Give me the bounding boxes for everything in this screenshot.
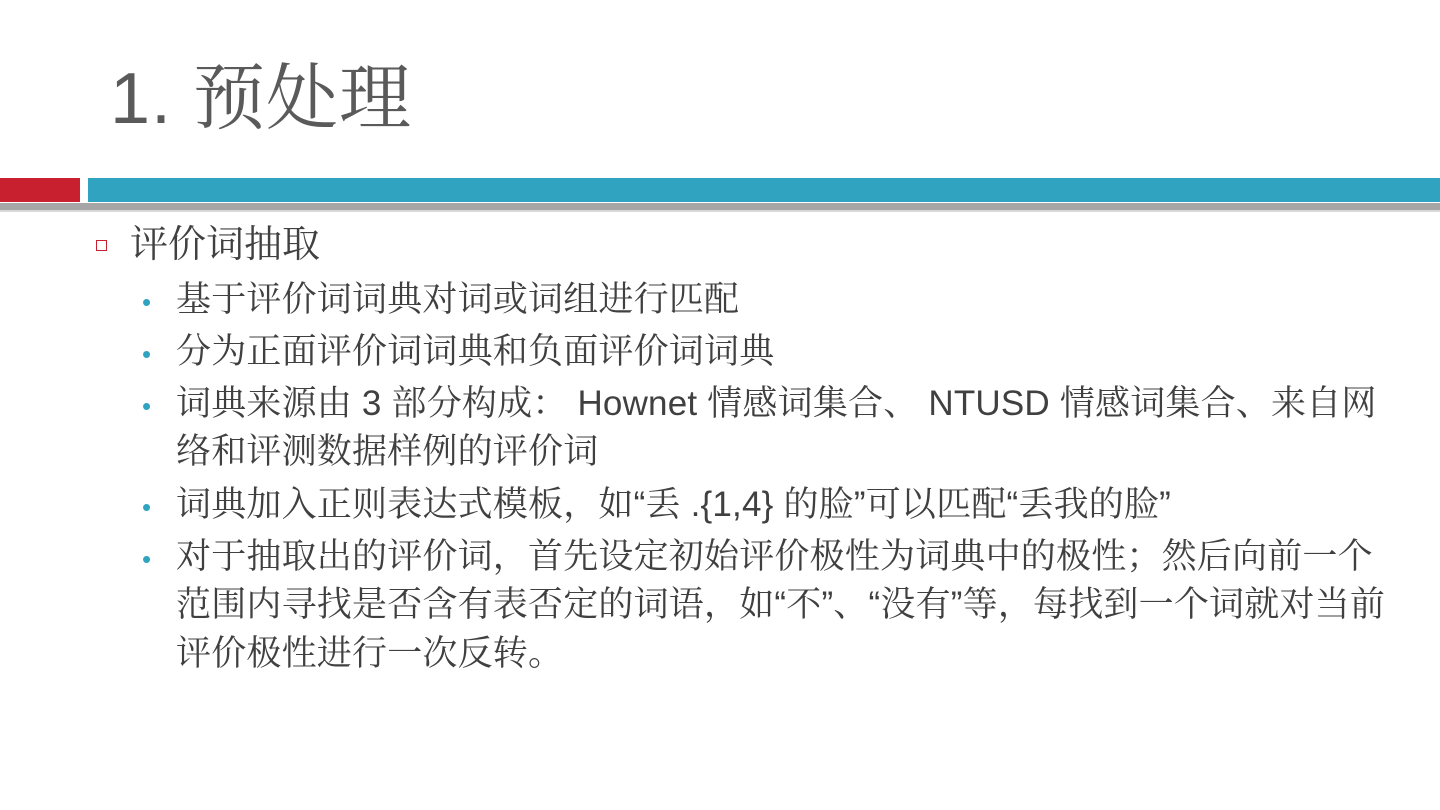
dot-bullet-icon: •	[142, 391, 152, 422]
slide-body	[96, 222, 1396, 682]
dot-bullet-icon: •	[142, 491, 152, 522]
list-item-label: 词典来源由 3 部分构成： Hownet 情感词集合、 NTUSD 情感词集合、来自网络和评测数据样例的评价词	[176, 384, 1377, 472]
bullet-level1-label: 评价词抽取	[130, 224, 321, 266]
divider-line-grey	[0, 203, 1440, 210]
list-item-label: 词典加入正则表达式模板，如“丢 .{1,4} 的脸”可以匹配“丢我的脸”	[176, 484, 1172, 524]
bullet-level1	[96, 222, 1396, 270]
list-item	[142, 276, 1396, 324]
list-item-label: 分为正面评价词词典和负面评价词词典	[176, 331, 775, 371]
dot-bullet-icon: •	[142, 286, 152, 317]
list-item	[142, 328, 1396, 376]
title-divider-bars	[0, 178, 1440, 202]
bullet-level2-list	[96, 276, 1396, 678]
divider-line-light	[0, 210, 1440, 212]
list-item	[142, 380, 1396, 477]
list-item	[142, 481, 1396, 529]
list-item-label: 对于抽取出的评价词，首先设定初始评价极性为词典中的极性；然后向前一个范围内寻找是否含有表否定的词语，如“不”、“没有”等，每找到一个词就对当前评价极性进行一次反转。	[176, 536, 1386, 673]
accent-bar-teal	[88, 178, 1440, 202]
square-bullet-icon	[96, 222, 130, 256]
accent-bar-red	[0, 178, 80, 202]
dot-bullet-icon: •	[142, 338, 152, 369]
list-item	[142, 533, 1396, 678]
list-item-label: 基于评价词词典对词或词组进行匹配	[176, 279, 740, 319]
page-title: 1. 预处理	[110, 59, 413, 139]
dot-bullet-icon: •	[142, 543, 152, 574]
